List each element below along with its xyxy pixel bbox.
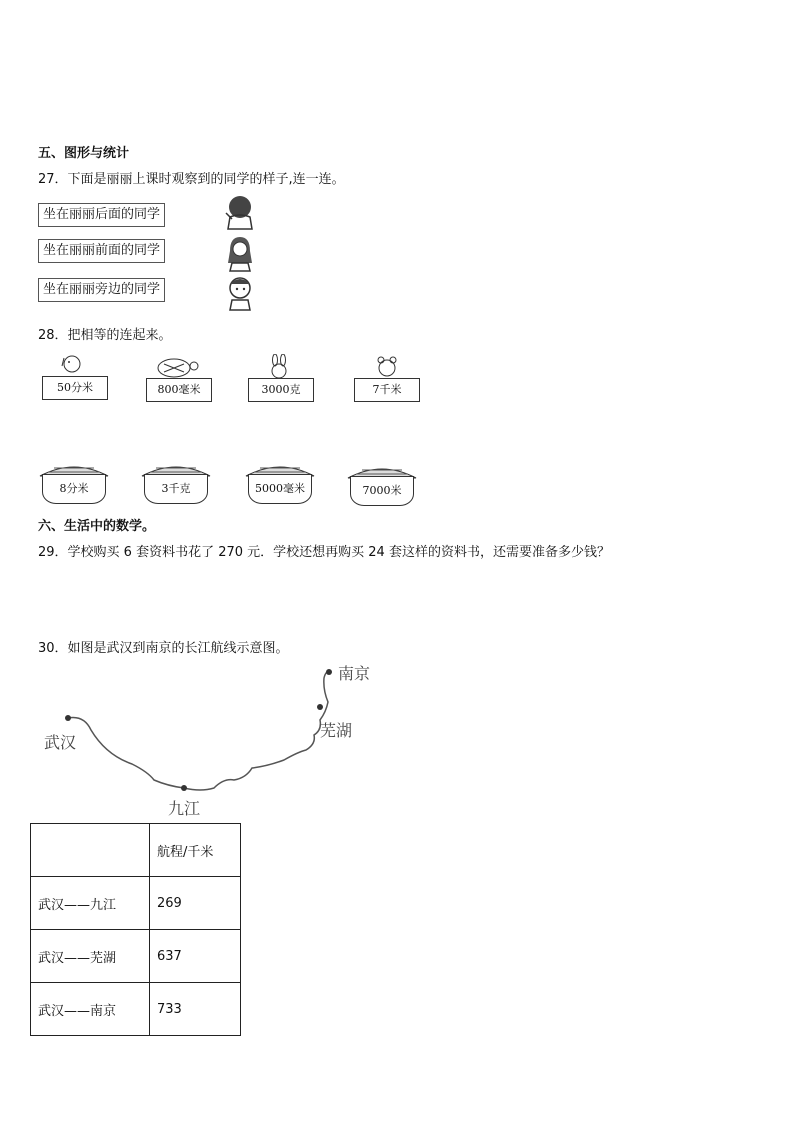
section-6-title: 六、生活中的数学。	[38, 519, 156, 534]
table-cell-distance: 733	[150, 983, 241, 1036]
kid-front-girl-image[interactable]	[222, 233, 258, 273]
bear-icon	[372, 354, 402, 380]
table-header-cell: 航程/千米	[150, 824, 241, 877]
question-30-text: 30．如图是武汉到南京的长江航线示意图。	[38, 641, 289, 656]
option-beside[interactable]: 坐在丽丽旁边的同学	[38, 278, 165, 302]
hut-4[interactable]	[346, 464, 418, 508]
option-behind[interactable]: 坐在丽丽后面的同学	[38, 203, 165, 227]
card-top-2[interactable]	[144, 354, 216, 404]
question-27-text: 27．下面是丽丽上课时观察到的同学的样子,连一连。	[38, 172, 345, 187]
map-label-wuhu: 芜湖	[320, 721, 353, 740]
section-5-title: 五、图形与统计	[38, 146, 130, 161]
card-top-4[interactable]	[352, 354, 424, 404]
wuhu-marker	[317, 704, 323, 710]
card-top-3-label: 3000克	[248, 378, 314, 402]
jiujiang-marker	[181, 785, 187, 791]
kid-back-image[interactable]	[220, 193, 260, 231]
hut-3-label: 5000毫米	[248, 474, 312, 504]
table-cell-route: 武汉——南京	[31, 983, 150, 1036]
table-cell-distance: 269	[150, 877, 241, 930]
question-28-text: 28．把相等的连起来。	[38, 328, 172, 343]
card-top-1[interactable]	[40, 352, 112, 402]
rabbit-icon	[264, 354, 294, 380]
hut-1[interactable]	[38, 462, 110, 506]
table-cell-route: 武汉——九江	[31, 877, 150, 930]
wuhan-marker	[65, 715, 71, 721]
table-header-cell	[31, 824, 150, 877]
card-top-1-label: 50分米	[42, 376, 108, 400]
hut-4-label: 7000米	[350, 476, 414, 506]
map-label-wuhan: 武汉	[44, 733, 77, 752]
card-top-2-label: 800毫米	[146, 378, 212, 402]
table-row	[31, 983, 241, 1036]
hut-1-label: 8分米	[42, 474, 106, 504]
table-header-row	[31, 824, 241, 877]
turtle-icon	[152, 354, 202, 380]
table-cell-distance: 637	[150, 930, 241, 983]
question-29-text: 29．学校购买 6 套资料书花了 270 元．学校还想再购买 24 套这样的资料书，还需要准备多少钱？	[38, 545, 610, 560]
route-distance-table	[30, 823, 241, 1036]
dog-icon	[58, 352, 88, 378]
map-label-jiujiang: 九江	[168, 799, 201, 818]
hut-2-label: 3千克	[144, 474, 208, 504]
map-label-nanjing: 南京	[338, 664, 371, 683]
hut-2[interactable]	[140, 462, 212, 506]
nanjing-marker	[326, 669, 332, 675]
table-row	[31, 930, 241, 983]
river-path	[68, 672, 330, 790]
table-cell-route: 武汉——芜湖	[31, 930, 150, 983]
option-front[interactable]: 坐在丽丽前面的同学	[38, 239, 165, 263]
table-row	[31, 877, 241, 930]
card-top-4-label: 7千米	[354, 378, 420, 402]
kid-side-boy-image[interactable]	[222, 274, 258, 312]
card-top-3[interactable]	[246, 354, 318, 404]
hut-3[interactable]	[244, 462, 316, 506]
